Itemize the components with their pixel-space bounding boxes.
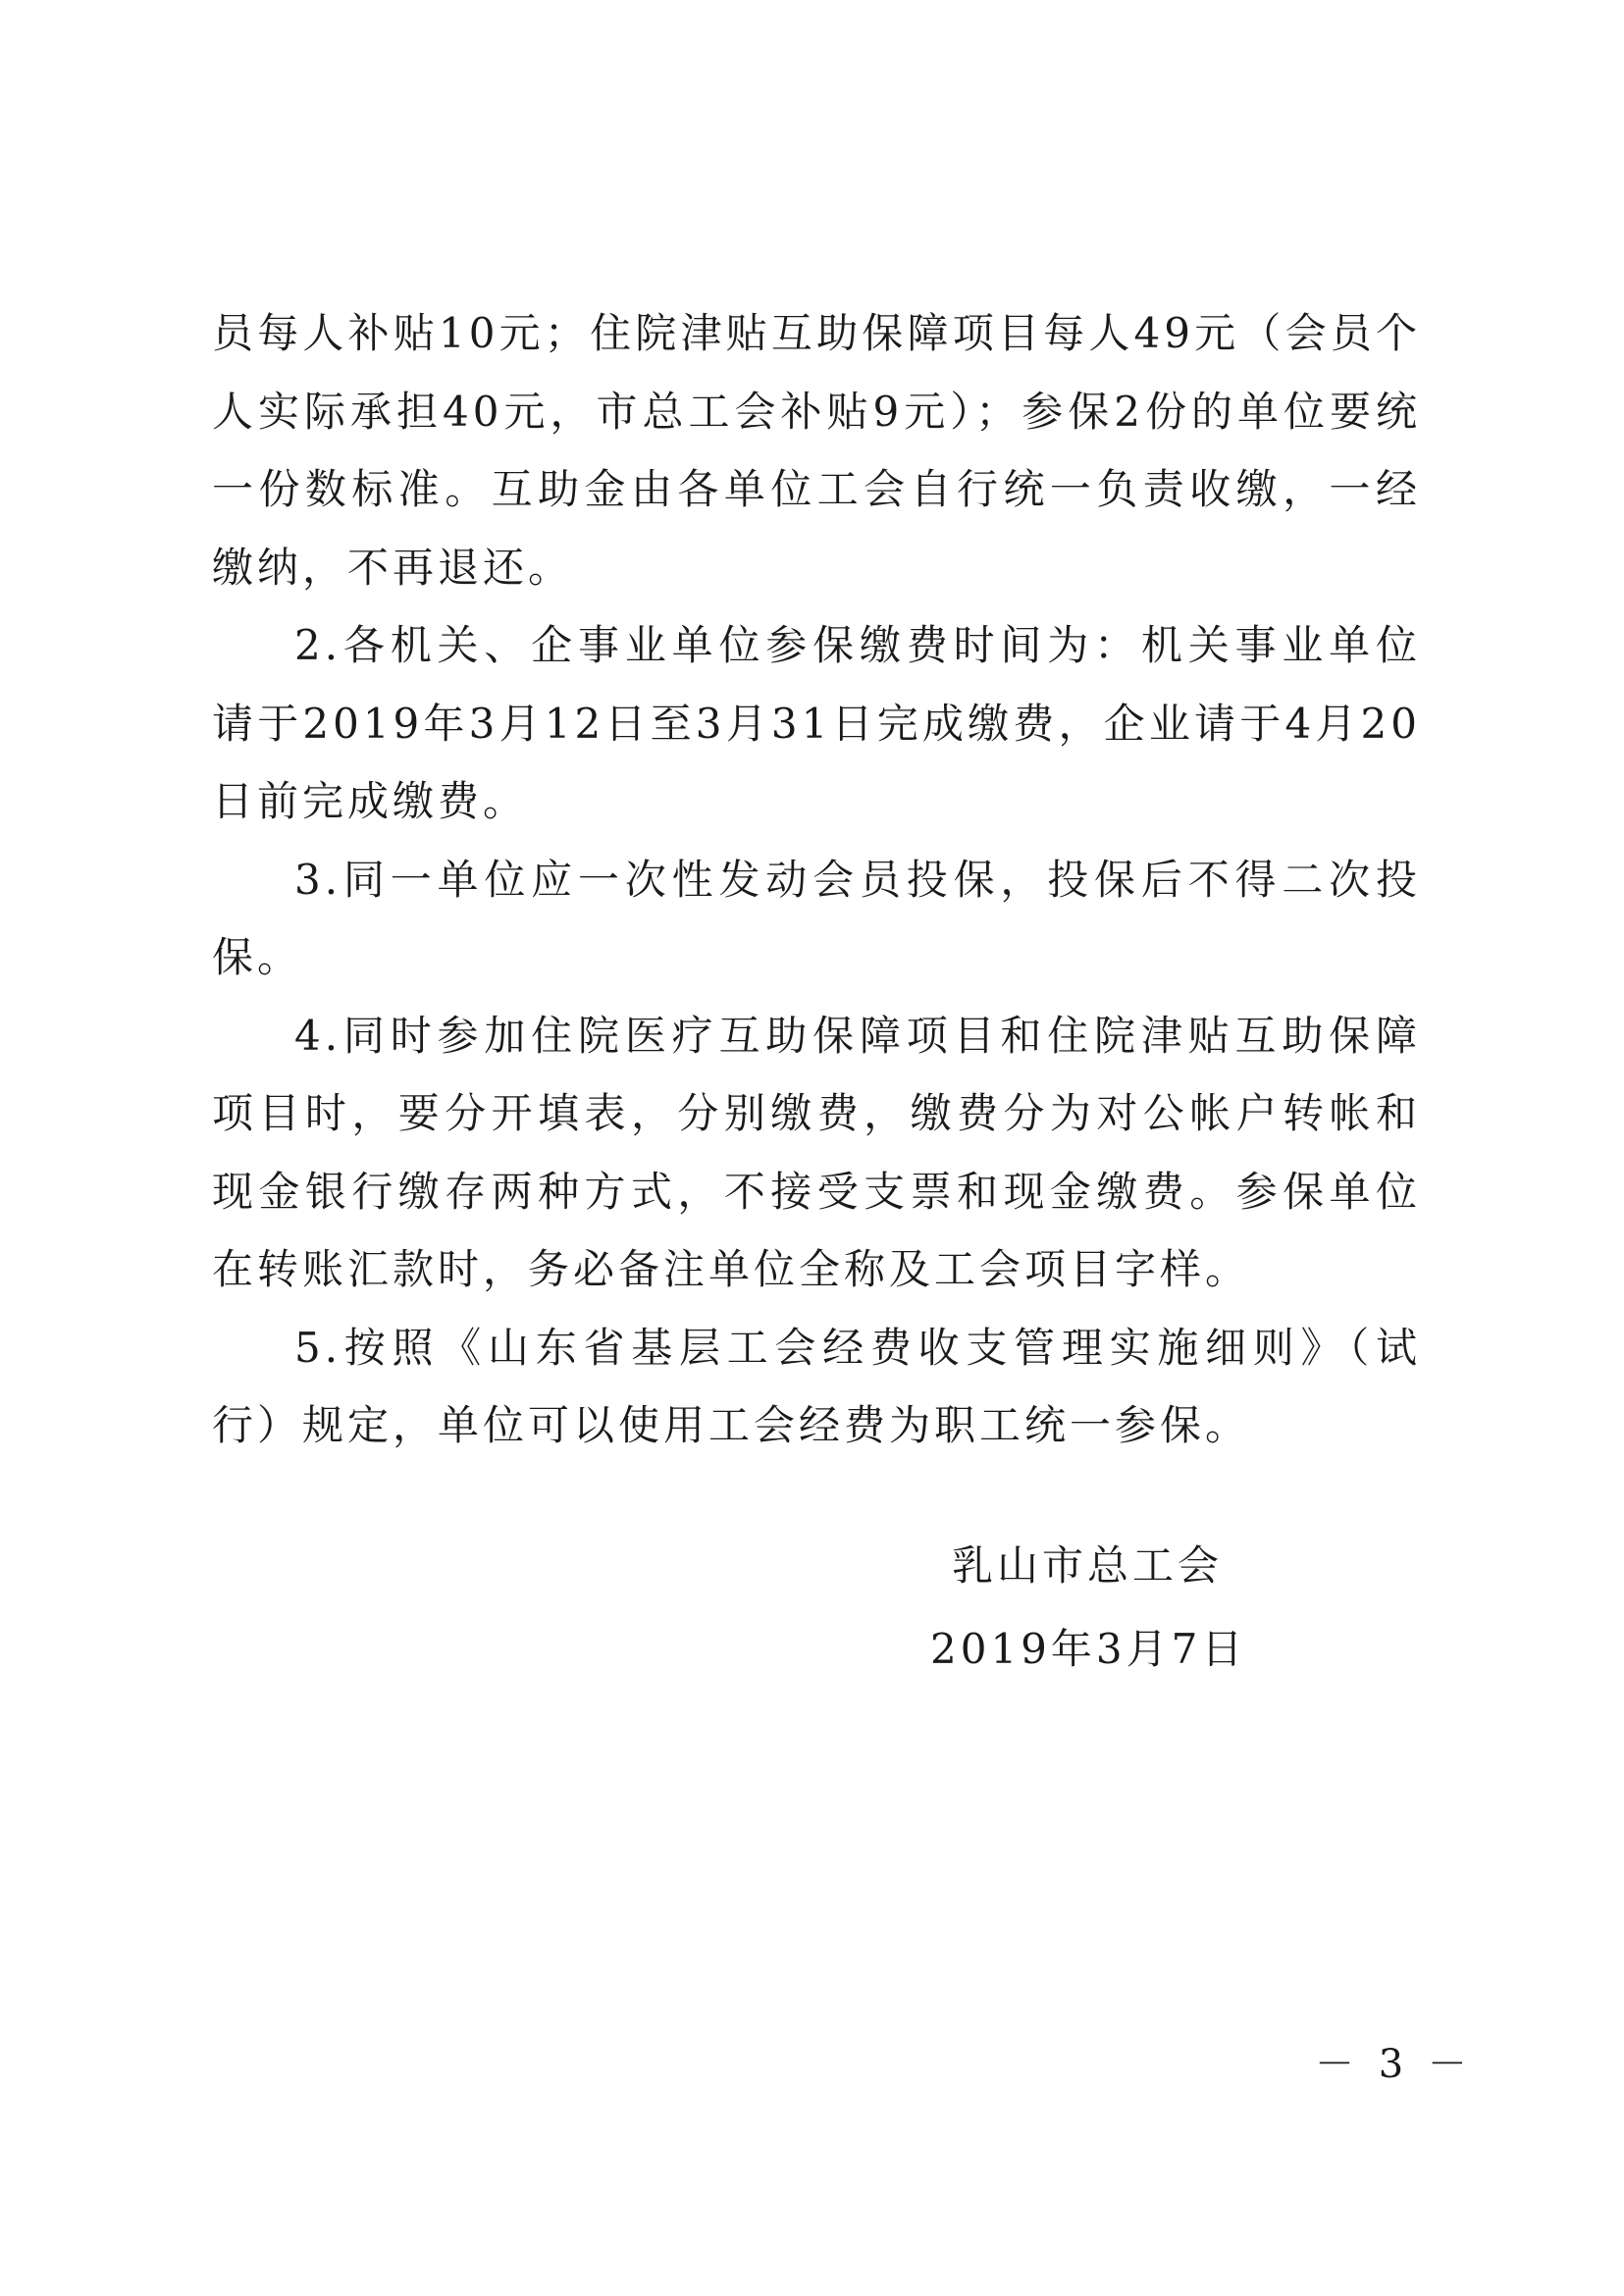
document-body xyxy=(212,294,1421,1465)
paragraph-item-5: 5.按照《山东省基层工会经费收支管理实施细则》（试行）规定，单位可以使用工会经费为职工统一参保。 xyxy=(212,1323,1421,1449)
paragraph-item-2: 2.各机关、企事业单位参保缴费时间为：机关事业单位请于2019年3月12日至3月31日完成缴费，企业请于4月20日前完成缴费。 xyxy=(212,621,1421,825)
paragraph-item-3: 3.同一单位应一次性发动会员投保，投保后不得二次投保。 xyxy=(212,855,1421,981)
page-number: － 3 － xyxy=(1315,2042,1473,2087)
signature-date: 2019年3月7日 xyxy=(930,1625,1247,1673)
signature-organization: 乳山市总工会 xyxy=(952,1541,1224,1590)
paragraph-item-4: 4.同时参加住院医疗互助保障项目和住院津贴互助保障项目时，要分开填表，分别缴费，缴费分为对公帐户转帐和现金银行缴存两种方式，不接受支票和现金缴费。参保单位在转账汇款时，务必备注单位全称及工会项目字样。 xyxy=(212,1011,1421,1293)
paragraph-continued: 员每人补贴10元；住院津贴互助保障项目每人49元（会员个人实际承担40元，市总工会补贴9元）；参保2份的单位要统一份数标准。互助金由各单位工会自行统一负责收缴，一经缴纳，不再退还。 xyxy=(212,309,1421,592)
